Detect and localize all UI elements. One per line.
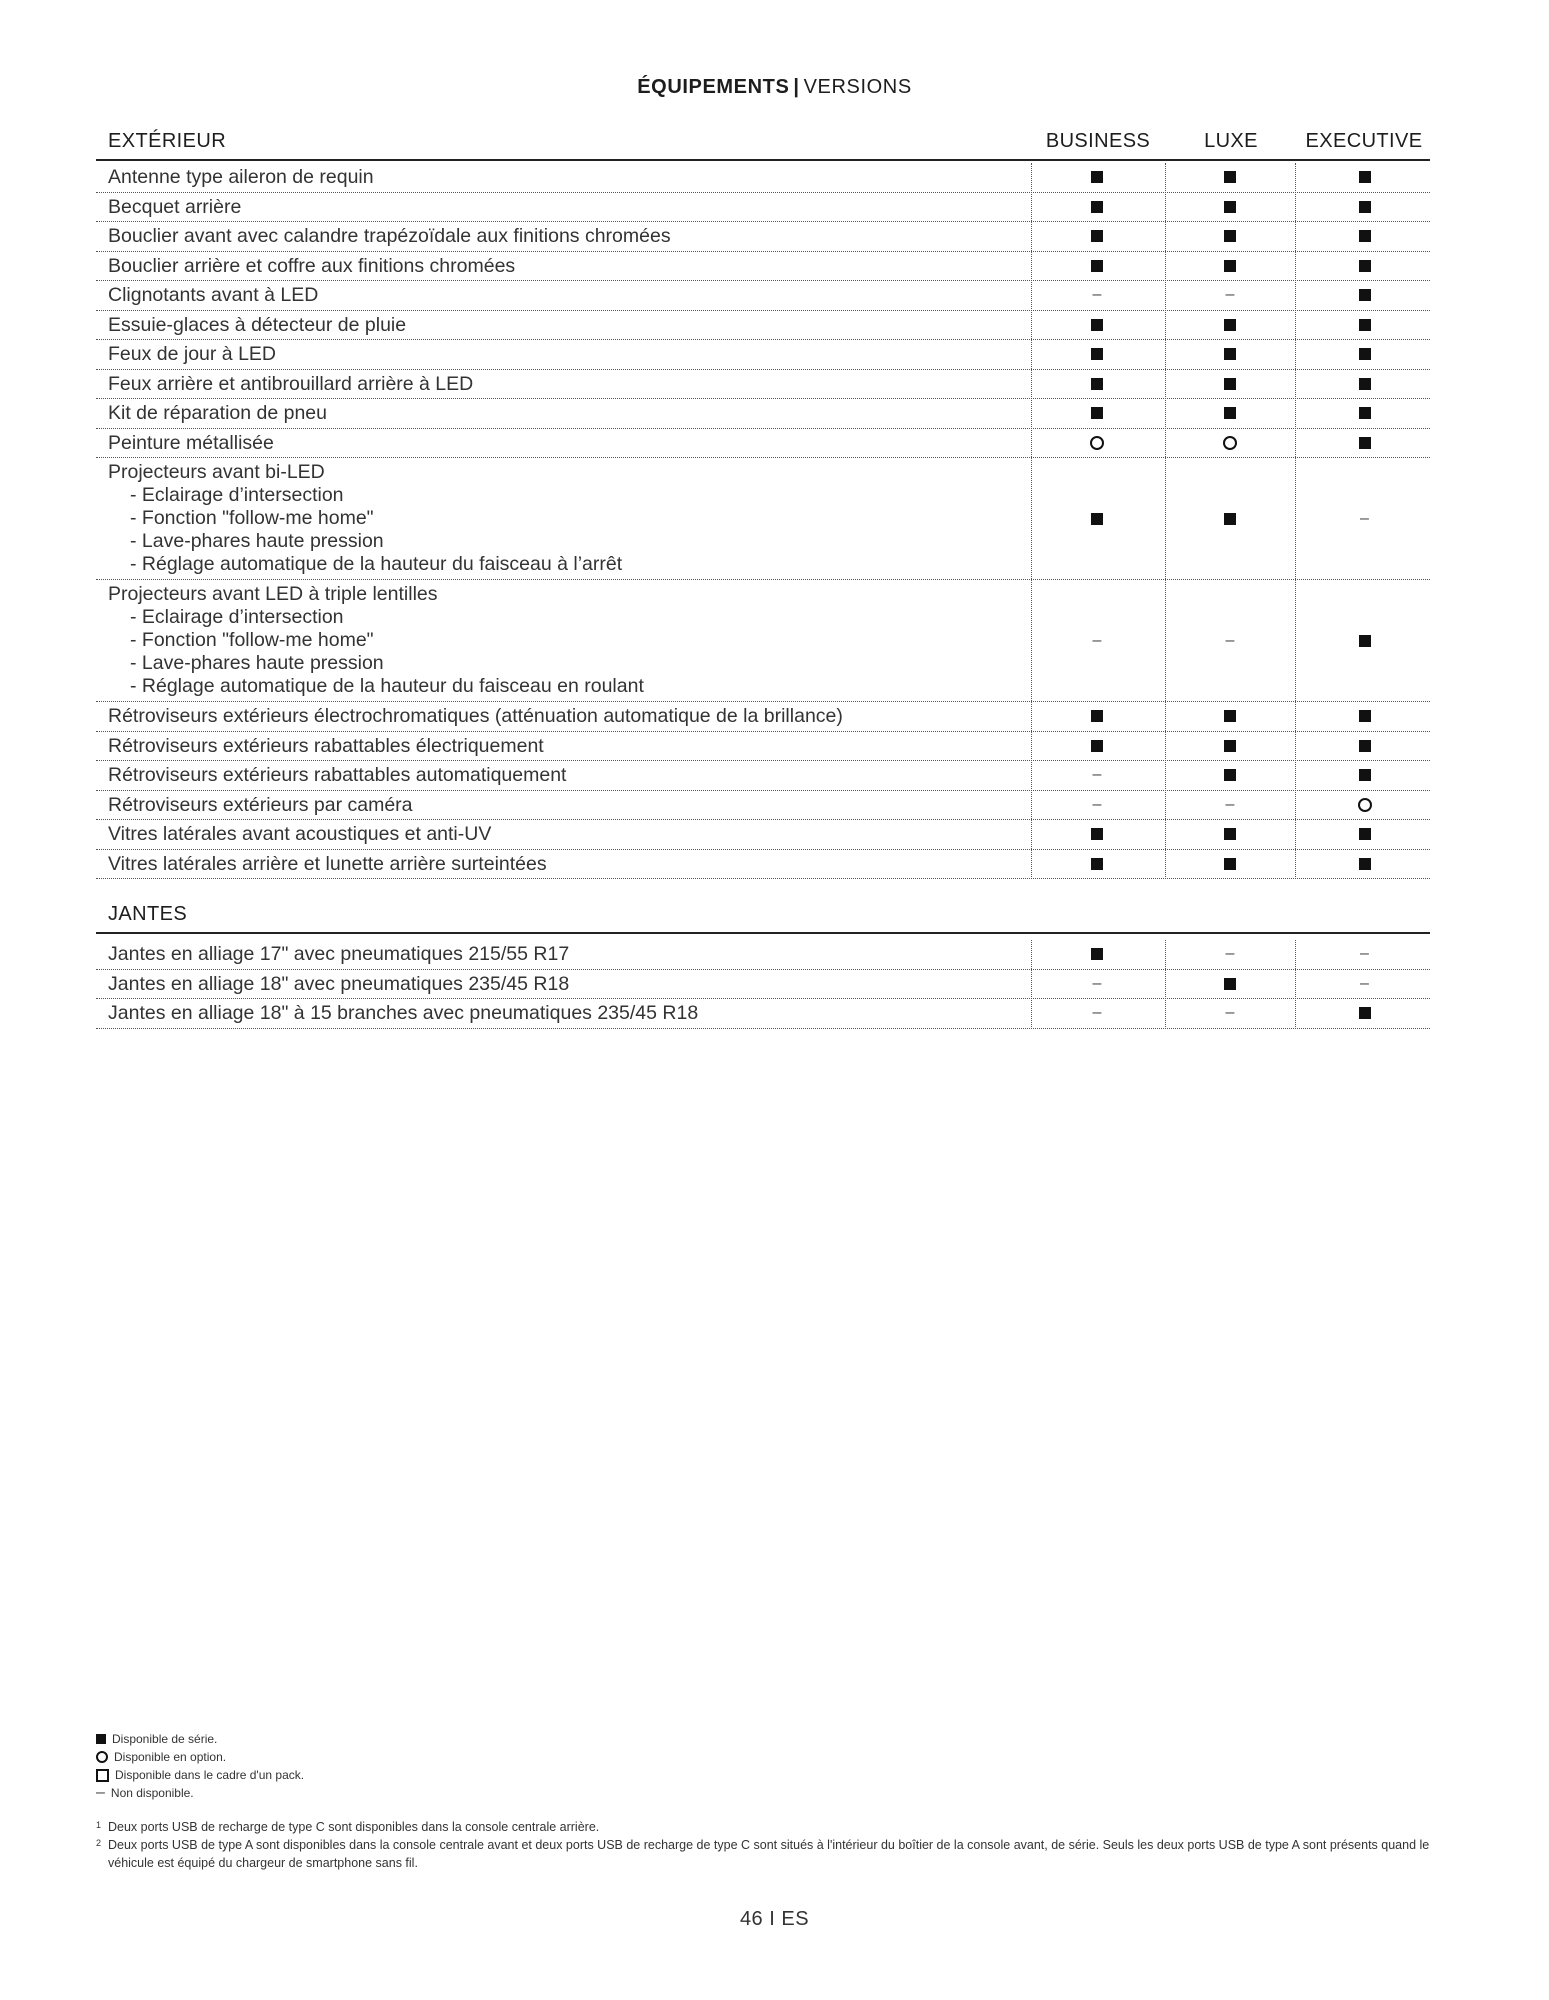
standard-square-icon [1224, 828, 1236, 840]
feature-label [108, 252, 1028, 278]
table-row [96, 429, 1430, 459]
standard-square-icon [1359, 348, 1371, 360]
standard-square-icon [1359, 740, 1371, 752]
availability-cell-luxe [1169, 370, 1291, 399]
availability-cell-luxe [1169, 940, 1291, 969]
not-available-dash-icon: – [1360, 974, 1369, 992]
table-row [96, 399, 1430, 429]
feature-subitem: - Réglage automatique de la hauteur du faisceau à l’arrêt [130, 553, 623, 575]
feature-label [108, 458, 1028, 576]
table-row [96, 163, 1430, 193]
not-available-dash-icon: – [1225, 1004, 1235, 1022]
footnotes [96, 1818, 1430, 1872]
availability-cell-luxe [1169, 252, 1291, 281]
availability-cell-executive [1299, 399, 1430, 428]
availability-cell-luxe [1169, 193, 1291, 222]
feature-name: Jantes en alliage 18" avec pneumatiques 235/45 R18 [108, 972, 570, 995]
feature-name: Bouclier arrière et coffre aux finitions chromées [108, 254, 516, 277]
feature-name: Becquet arrière [108, 195, 242, 218]
availability-cell-executive [1299, 370, 1430, 399]
version-header-business: BUSINESS [1045, 130, 1151, 152]
feature-subitem: - Eclairage d’intersection [130, 484, 344, 506]
pack-square-outline-icon [96, 1769, 109, 1782]
availability-cell-executive [1299, 429, 1430, 458]
table-row [96, 193, 1430, 223]
standard-square-icon [1224, 201, 1236, 213]
feature-name: Rétroviseurs extérieurs par caméra [108, 793, 413, 816]
title-versions: VERSIONS [803, 76, 912, 98]
table-row [96, 281, 1430, 311]
title-equipements: ÉQUIPEMENTS [637, 76, 790, 98]
section-header-jantes [96, 890, 1430, 934]
standard-square-icon [1359, 289, 1371, 301]
feature-label [108, 311, 1028, 337]
table-row [96, 311, 1430, 341]
availability-cell-business [1033, 252, 1161, 281]
availability-cell-business [1033, 222, 1161, 251]
section-header-exterieur [96, 117, 1430, 161]
availability-cell-business [1033, 429, 1161, 458]
availability-cell-executive [1299, 458, 1430, 579]
footnote: 2 Deux ports USB de type A sont disponibles dans la console centrale avant et deux ports USB de recharge de type C sont situés à l'intérieur du boîtier de la console avant, de série. Seuls les deux ports USB de type A sont présents quand le véhicule est équipé du chargeur de smartphone sans fil. [96, 1838, 1430, 1870]
standard-square-icon [1224, 260, 1236, 272]
availability-cell-luxe [1169, 791, 1291, 820]
feature-label [108, 429, 1028, 455]
standard-square-icon [1091, 230, 1103, 242]
availability-cell-executive [1299, 311, 1430, 340]
availability-cell-business [1033, 820, 1161, 849]
availability-cell-executive [1299, 850, 1430, 879]
feature-subitem: - Fonction "follow-me home" [130, 507, 374, 529]
availability-cell-luxe [1169, 970, 1291, 999]
standard-square-icon [1224, 230, 1236, 242]
standard-square-icon [96, 1734, 106, 1744]
table-exterieur [96, 163, 1430, 879]
availability-cell-executive [1299, 222, 1430, 251]
standard-square-icon [1224, 319, 1236, 331]
legend-text: Non disponible. [110, 1786, 194, 1800]
availability-cell-executive [1299, 281, 1430, 310]
availability-cell-executive [1299, 193, 1430, 222]
legend-text: Disponible de série. [112, 1732, 218, 1746]
table-row [96, 732, 1430, 762]
availability-cell-business [1033, 458, 1161, 579]
feature-name: Jantes en alliage 17" avec pneumatiques 215/55 R17 [108, 943, 570, 965]
availability-cell-business [1033, 281, 1161, 310]
page-separator: I [769, 1908, 776, 1930]
table-row [96, 761, 1430, 791]
availability-cell-luxe [1169, 580, 1291, 701]
standard-square-icon [1091, 201, 1103, 213]
availability-cell-business [1033, 340, 1161, 369]
standard-square-icon [1224, 710, 1236, 722]
availability-cell-executive [1299, 940, 1430, 969]
availability-cell-business [1033, 702, 1161, 731]
feature-name: Antenne type aileron de requin [108, 166, 374, 188]
availability-cell-executive [1299, 761, 1430, 790]
feature-name: Feux de jour à LED [108, 343, 277, 365]
availability-cell-luxe [1169, 311, 1291, 340]
standard-square-icon [1091, 710, 1103, 722]
title-separator: | [793, 76, 800, 98]
standard-square-icon [1359, 260, 1371, 272]
option-circle-icon [1223, 436, 1237, 450]
standard-square-icon [1359, 319, 1371, 331]
legend-text: Disponible dans le cadre d'un pack. [115, 1768, 305, 1782]
standard-square-icon [1359, 378, 1371, 390]
feature-label [108, 999, 1028, 1025]
availability-cell-business [1033, 761, 1161, 790]
standard-square-icon [1359, 230, 1371, 242]
standard-square-icon [1091, 828, 1103, 840]
standard-square-icon [1224, 858, 1236, 870]
standard-square-icon [1091, 348, 1103, 360]
legend-item [96, 1730, 304, 1748]
standard-square-icon [1359, 858, 1371, 870]
availability-cell-business [1033, 732, 1161, 761]
table-row [96, 458, 1430, 580]
feature-label [108, 193, 1028, 219]
page-number: 46 I ES [739, 1908, 810, 1930]
availability-cell-luxe [1169, 761, 1291, 790]
feature-label [108, 702, 1028, 728]
not-available-dash-icon: – [1092, 631, 1102, 649]
not-available-dash-icon: – [1092, 974, 1102, 992]
standard-square-icon [1091, 319, 1103, 331]
feature-subitem: - Lave-phares haute pression [130, 530, 384, 552]
feature-subitem: - Eclairage d’intersection [130, 606, 344, 628]
availability-cell-executive [1299, 163, 1430, 192]
feature-label [108, 850, 1028, 876]
feature-name: Essuie-glaces à détecteur de pluie [108, 313, 407, 336]
table-row [96, 820, 1430, 850]
not-available-dash-icon: – [1092, 286, 1102, 304]
availability-cell-luxe [1169, 999, 1291, 1028]
availability-cell-business [1033, 850, 1161, 879]
standard-square-icon [1091, 171, 1103, 183]
feature-name: Rétroviseurs extérieurs électrochromatiques (atténuation automatique de la brillance) [108, 705, 843, 727]
version-header-luxe: LUXE [1204, 130, 1258, 152]
feature-name: Rétroviseurs extérieurs rabattables automatiquement [108, 764, 567, 786]
availability-cell-luxe [1169, 340, 1291, 369]
standard-square-icon [1091, 858, 1103, 870]
standard-square-icon [1359, 407, 1371, 419]
feature-label [108, 222, 1028, 248]
availability-cell-business [1033, 370, 1161, 399]
standard-square-icon [1359, 769, 1371, 781]
availability-cell-luxe [1169, 399, 1291, 428]
legend-item [96, 1766, 304, 1784]
legend [96, 1730, 304, 1802]
not-available-dash-icon: – [1092, 795, 1102, 813]
option-circle-icon [1358, 798, 1372, 812]
table-row [96, 791, 1430, 821]
availability-cell-executive [1299, 252, 1430, 281]
availability-cell-executive [1299, 702, 1430, 731]
availability-cell-executive [1299, 732, 1430, 761]
feature-name: Projecteurs avant LED à triple lentilles [108, 583, 438, 605]
standard-square-icon [1224, 171, 1236, 183]
availability-cell-business [1033, 580, 1161, 701]
option-circle-icon [1090, 436, 1104, 450]
not-available-dash-icon: – [1225, 286, 1235, 304]
availability-cell-business [1033, 163, 1161, 192]
footnote: 1 Deux ports USB de recharge de type C sont disponibles dans la console centrale arrière. [96, 1820, 600, 1834]
availability-cell-luxe [1169, 702, 1291, 731]
feature-name: Kit de réparation de pneu [108, 402, 327, 424]
feature-label [108, 370, 1028, 396]
standard-square-icon [1091, 740, 1103, 752]
not-available-dash-icon: – [1360, 945, 1369, 963]
feature-name: Jantes en alliage 18" à 15 branches avec pneumatiques 235/45 R18 [108, 1002, 699, 1024]
standard-square-icon [1224, 348, 1236, 360]
standard-square-icon [1359, 171, 1371, 183]
not-available-dash-icon: – [1360, 509, 1369, 527]
availability-cell-luxe [1169, 820, 1291, 849]
standard-square-icon [1091, 378, 1103, 390]
standard-square-icon [1224, 740, 1236, 752]
standard-square-icon [1091, 260, 1103, 272]
feature-subitem: - Lave-phares haute pression [130, 652, 384, 674]
standard-square-icon [1359, 635, 1371, 647]
availability-cell-executive [1299, 970, 1430, 999]
standard-square-icon [1224, 978, 1236, 990]
feature-subitem: - Fonction "follow-me home" [130, 629, 374, 651]
table-row [96, 580, 1430, 702]
feature-label [108, 399, 1028, 425]
availability-cell-business [1033, 970, 1161, 999]
table-row [96, 702, 1430, 732]
not-available-dash-icon: – [1225, 631, 1235, 649]
standard-square-icon [1359, 828, 1371, 840]
availability-cell-luxe [1169, 458, 1291, 579]
feature-name: Clignotants avant à LED [108, 284, 319, 306]
feature-name: Rétroviseurs extérieurs rabattables électriquement [108, 734, 544, 757]
table-row [96, 850, 1430, 880]
table-row [96, 252, 1430, 282]
not-available-dash-icon: – [1225, 945, 1235, 963]
feature-name: Projecteurs avant bi-LED [108, 461, 325, 483]
page-title [0, 76, 1549, 99]
feature-label [108, 761, 1028, 787]
availability-cell-executive [1299, 580, 1430, 701]
table-row [96, 340, 1430, 370]
standard-square-icon [1359, 710, 1371, 722]
availability-cell-luxe [1169, 850, 1291, 879]
availability-cell-business [1033, 791, 1161, 820]
section-title: JANTES [108, 903, 188, 925]
availability-cell-executive [1299, 820, 1430, 849]
option-circle-icon [96, 1751, 108, 1763]
feature-name: Vitres latérales avant acoustiques et anti-UV [108, 823, 492, 845]
table-row [96, 222, 1430, 252]
availability-cell-executive [1299, 999, 1430, 1028]
standard-square-icon [1224, 407, 1236, 419]
feature-label [108, 732, 1028, 758]
feature-name: Vitres latérales arrière et lunette arrière surteintées [108, 852, 547, 875]
table-jantes [96, 940, 1430, 1029]
legend-item [96, 1784, 304, 1802]
feature-label [108, 940, 1028, 966]
feature-label [108, 163, 1028, 189]
standard-square-icon [1091, 513, 1103, 525]
feature-name: Peinture métallisée [108, 431, 274, 454]
availability-cell-business [1033, 940, 1161, 969]
feature-name: Feux arrière et antibrouillard arrière à LED [108, 372, 474, 395]
standard-square-icon [1224, 769, 1236, 781]
table-row [96, 970, 1430, 1000]
standard-square-icon [1091, 948, 1103, 960]
table-row [96, 940, 1430, 970]
availability-cell-business [1033, 999, 1161, 1028]
standard-square-icon [1359, 437, 1371, 449]
feature-name: Bouclier avant avec calandre trapézoïdale aux finitions chromées [108, 225, 671, 247]
not-available-dash-icon: – [1092, 1004, 1102, 1022]
legend-text: Disponible en option. [114, 1750, 227, 1764]
feature-subitem: - Réglage automatique de la hauteur du faisceau en roulant [130, 675, 644, 697]
availability-cell-business [1033, 399, 1161, 428]
standard-square-icon [1359, 1007, 1371, 1019]
standard-square-icon [1224, 513, 1236, 525]
feature-label [108, 970, 1028, 996]
availability-cell-executive [1299, 340, 1430, 369]
availability-cell-luxe [1169, 163, 1291, 192]
feature-label [108, 791, 1028, 817]
feature-label [108, 820, 1028, 846]
not-available-dash-icon: – [1225, 795, 1235, 813]
feature-label [108, 580, 1028, 698]
table-row [96, 999, 1430, 1029]
availability-cell-luxe [1169, 281, 1291, 310]
version-header-executive: EXECUTIVE [1305, 130, 1423, 152]
feature-label [108, 340, 1028, 366]
standard-square-icon [1224, 378, 1236, 390]
availability-cell-business [1033, 193, 1161, 222]
availability-cell-luxe [1169, 732, 1291, 761]
table-row [96, 370, 1430, 400]
availability-cell-luxe [1169, 429, 1291, 458]
legend-item [96, 1748, 304, 1766]
availability-cell-business [1033, 311, 1161, 340]
feature-label [108, 281, 1028, 307]
availability-cell-luxe [1169, 222, 1291, 251]
standard-square-icon [1359, 201, 1371, 213]
not-available-dash-icon: – [1092, 766, 1102, 784]
section-title: EXTÉRIEUR [108, 130, 227, 152]
not-available-dash-icon: – [96, 1784, 105, 1801]
standard-square-icon [1091, 407, 1103, 419]
availability-cell-executive [1299, 791, 1430, 820]
